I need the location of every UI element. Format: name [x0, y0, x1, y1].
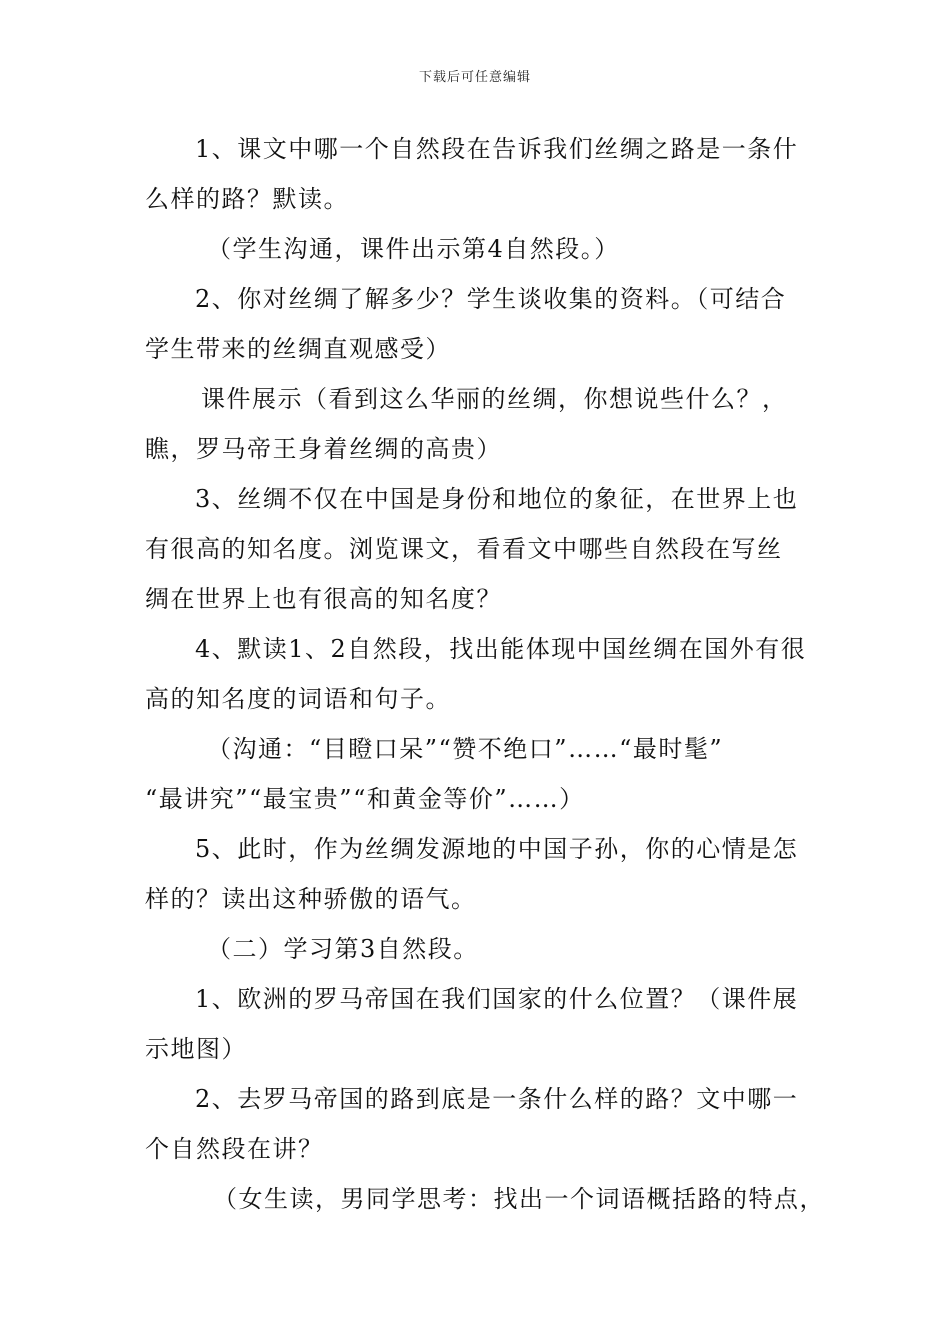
paragraph: [145, 1174, 825, 1224]
paragraph-line: 1、欧洲的罗马帝国在我们国家的什么位置？（课件展: [195, 985, 799, 1013]
paragraph: [145, 924, 813, 974]
paragraph-line: 3、丝绸不仅在中国是身份和地位的象征，在世界上也: [195, 485, 799, 513]
paragraph: [145, 124, 813, 224]
paragraph-line: 5、此时，作为丝绸发源地的中国子孙，你的心情是怎: [195, 835, 799, 863]
paragraph-line: 课件展示（看到这么华丽的丝绸，你想说些什么？，: [201, 385, 788, 413]
paragraph-line: 么样的路？默读。: [145, 185, 349, 213]
paragraph-line: 瞧，罗马帝王身着丝绸的高贵）: [145, 435, 502, 463]
paragraph-line: 2、你对丝绸了解多少？学生谈收集的资料。（可结合: [195, 285, 787, 313]
paragraph-line: 样的？读出这种骄傲的语气。: [145, 885, 477, 913]
paragraph-line: 1、课文中哪一个自然段在告诉我们丝绸之路是一条什: [195, 135, 799, 163]
paragraph: [145, 474, 813, 624]
paragraph-line: “最讲究”“最宝贵”“和黄金等价”……）: [145, 785, 585, 813]
paragraph-line: （学生沟通，课件出示第4自然段。）: [207, 235, 620, 263]
paragraph-line: 4、默读1、2自然段，找出能体现中国丝绸在国外有很: [195, 635, 807, 663]
paragraph: [145, 374, 813, 474]
paragraph: [145, 974, 813, 1074]
paragraph: [145, 824, 813, 924]
paragraph: [145, 624, 813, 724]
paragraph-line: （二）学习第3自然段。: [207, 935, 479, 963]
paragraph-line: 示地图）: [145, 1035, 247, 1063]
paragraph: [145, 1074, 813, 1174]
paragraph-line: 绸在世界上也有很高的知名度？: [145, 585, 502, 613]
paragraph-line: （沟通：“目瞪口呆”“赞不绝口”……“最时髦”: [207, 735, 724, 763]
page-header: 下载后可任意编辑: [418, 70, 531, 85]
paragraph-line: 2、去罗马帝国的路到底是一条什么样的路？文中哪一: [195, 1085, 799, 1113]
paragraph-line: 高的知名度的词语和句子。: [145, 685, 451, 713]
paragraph: [145, 274, 813, 374]
paragraph: [145, 724, 813, 824]
document-body: [145, 124, 825, 1224]
paragraph: [145, 224, 813, 274]
paragraph-line: 学生带来的丝绸直观感受）: [145, 335, 451, 363]
paragraph-line: 有很高的知名度。浏览课文，看看文中哪些自然段在写丝: [145, 535, 783, 563]
paragraph-line: （女生读，男同学思考：找出一个词语概括路的特点，: [213, 1185, 825, 1213]
paragraph-line: 个自然段在讲？: [145, 1135, 324, 1163]
